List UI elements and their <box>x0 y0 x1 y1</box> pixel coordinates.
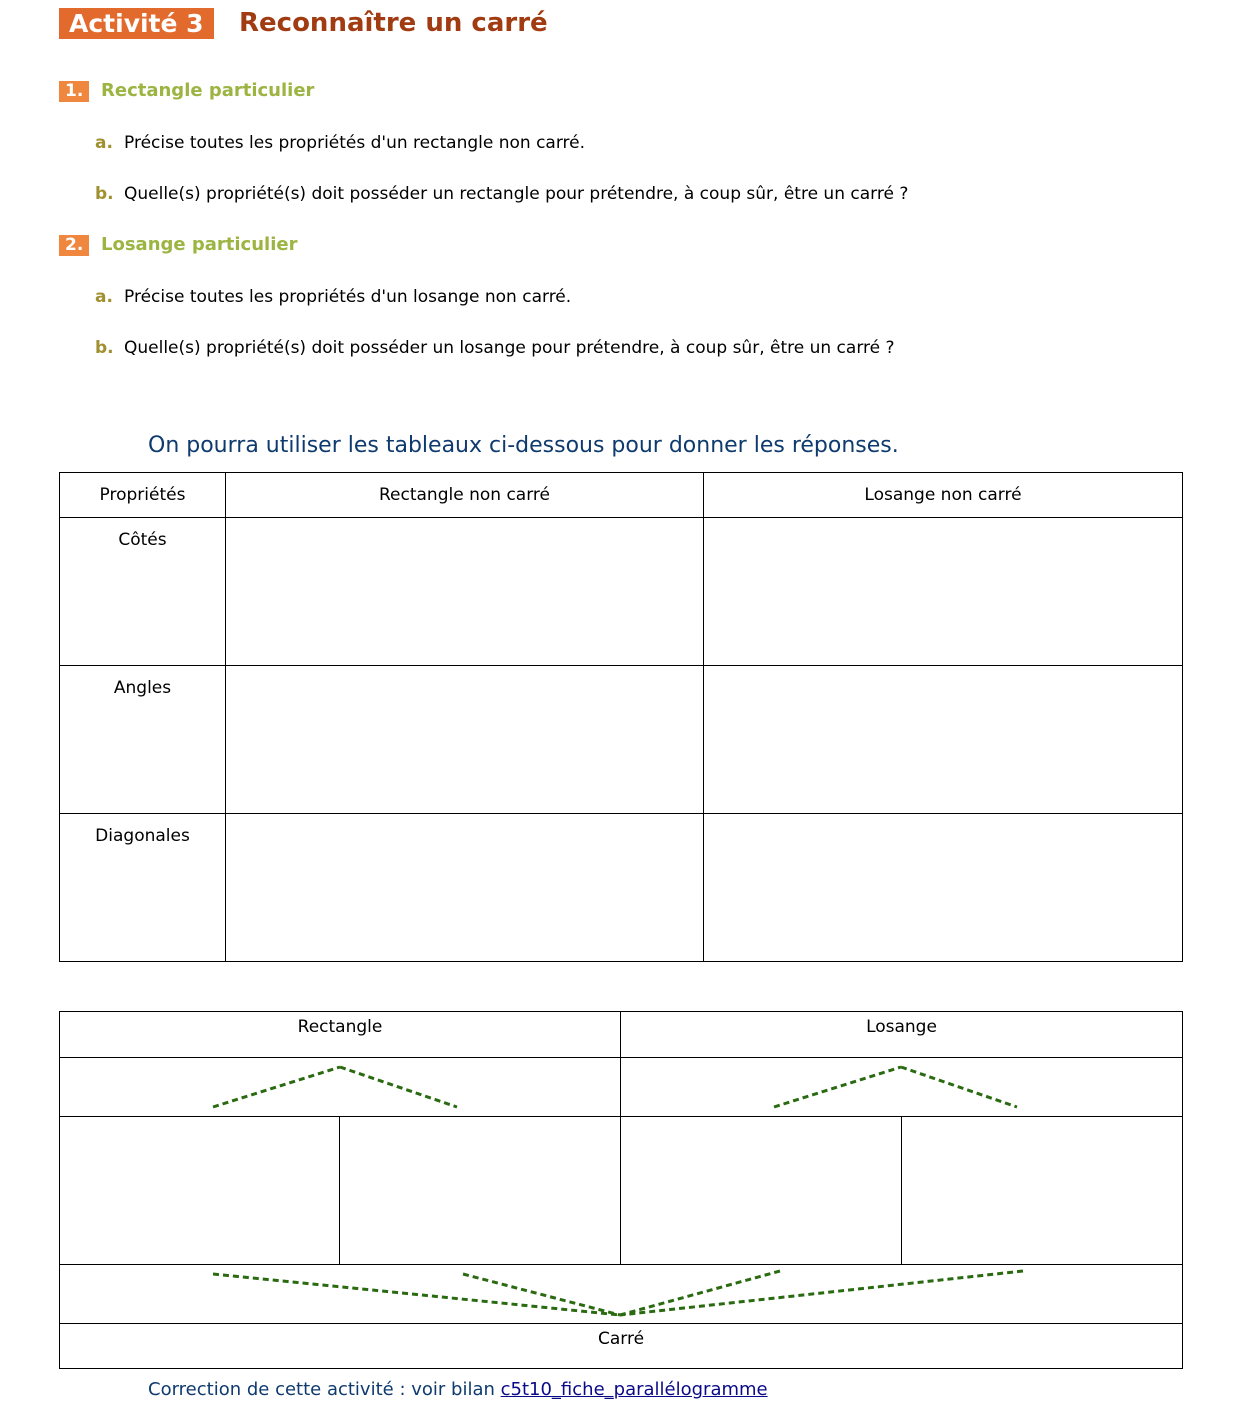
table-row <box>60 814 1183 962</box>
diagram-label-rectangle <box>60 1012 621 1058</box>
rectangle-property-cell-1[interactable] <box>60 1117 340 1265</box>
section-1-question-b-text: Quelle(s) propriété(s) doit posséder un rectangle pour prétendre, à coup sûr, être un carré ? <box>124 184 909 204</box>
diagram-label-losange <box>621 1012 1183 1058</box>
section-2-question-a-letter: a. <box>95 287 113 307</box>
footer-text: Correction de cette activité : voir bilan <box>148 1379 501 1400</box>
diagram-converge-row <box>60 1265 1183 1324</box>
answer-cell-rectangle-diagonales[interactable] <box>226 814 704 962</box>
diagram-answer-row <box>60 1117 1183 1265</box>
section-1-number: 1. <box>59 81 89 102</box>
row-label-angles: Angles <box>60 666 226 814</box>
table-row <box>60 518 1183 666</box>
correction-footer <box>148 1378 768 1402</box>
answer-cell-losange-cotes[interactable] <box>704 518 1183 666</box>
activity-title: Reconnaître un carré <box>239 8 548 38</box>
square-diagram-table <box>59 1011 1183 1369</box>
answer-cell-rectangle-angles[interactable] <box>226 666 704 814</box>
section-2-number: 2. <box>59 235 89 256</box>
answer-cell-rectangle-cotes[interactable] <box>226 518 704 666</box>
rectangle-branch-cell <box>60 1058 621 1117</box>
row-label-cotes: Côtés <box>60 518 226 666</box>
instruction-note: On pourra utiliser les tableaux ci-dessous pour donner les réponses. <box>148 433 899 458</box>
section-1-question-a-text: Précise toutes les propriétés d'un rectangle non carré. <box>124 133 586 153</box>
section-2-question-a-text: Précise toutes les propriétés d'un losange non carré. <box>124 287 572 307</box>
rectangle-property-cell-2[interactable] <box>340 1117 621 1265</box>
losange-property-cell-2[interactable] <box>902 1117 1183 1265</box>
bilan-link[interactable]: c5t10_fiche_parallélogramme <box>500 1379 768 1400</box>
diagram-label-carre <box>60 1324 1183 1369</box>
row-label-diagonales: Diagonales <box>60 814 226 962</box>
header-proprietes: Propriétés <box>60 473 226 518</box>
answer-cell-losange-diagonales[interactable] <box>704 814 1183 962</box>
section-2-question-b-letter: b. <box>95 338 114 358</box>
rectangle-label: Rectangle <box>297 1017 383 1037</box>
answer-cell-losange-angles[interactable] <box>704 666 1183 814</box>
diagram-branch-row <box>60 1058 1183 1117</box>
diagram-header-row <box>60 1012 1183 1058</box>
table-row <box>60 666 1183 814</box>
header-losange-non-carre: Losange non carré <box>704 473 1183 518</box>
losange-branch-cell <box>621 1058 1183 1117</box>
activity-badge: Activité 3 <box>59 8 214 39</box>
section-2-question-b-text: Quelle(s) propriété(s) doit posséder un losange pour prétendre, à coup sûr, être un carré ? <box>124 338 895 358</box>
table-header-row <box>60 473 1183 518</box>
section-1-question-b-letter: b. <box>95 184 114 204</box>
header-rectangle-non-carre: Rectangle non carré <box>226 473 704 518</box>
section-1-question-a-letter: a. <box>95 133 113 153</box>
properties-table <box>59 472 1183 962</box>
converge-cell <box>60 1265 1183 1324</box>
section-1-title: Rectangle particulier <box>101 80 315 101</box>
losange-label: Losange <box>866 1017 937 1037</box>
carre-label: Carré <box>597 1329 645 1349</box>
diagram-result-row <box>60 1324 1183 1369</box>
losange-property-cell-1[interactable] <box>621 1117 902 1265</box>
section-2-title: Losange particulier <box>101 234 298 255</box>
